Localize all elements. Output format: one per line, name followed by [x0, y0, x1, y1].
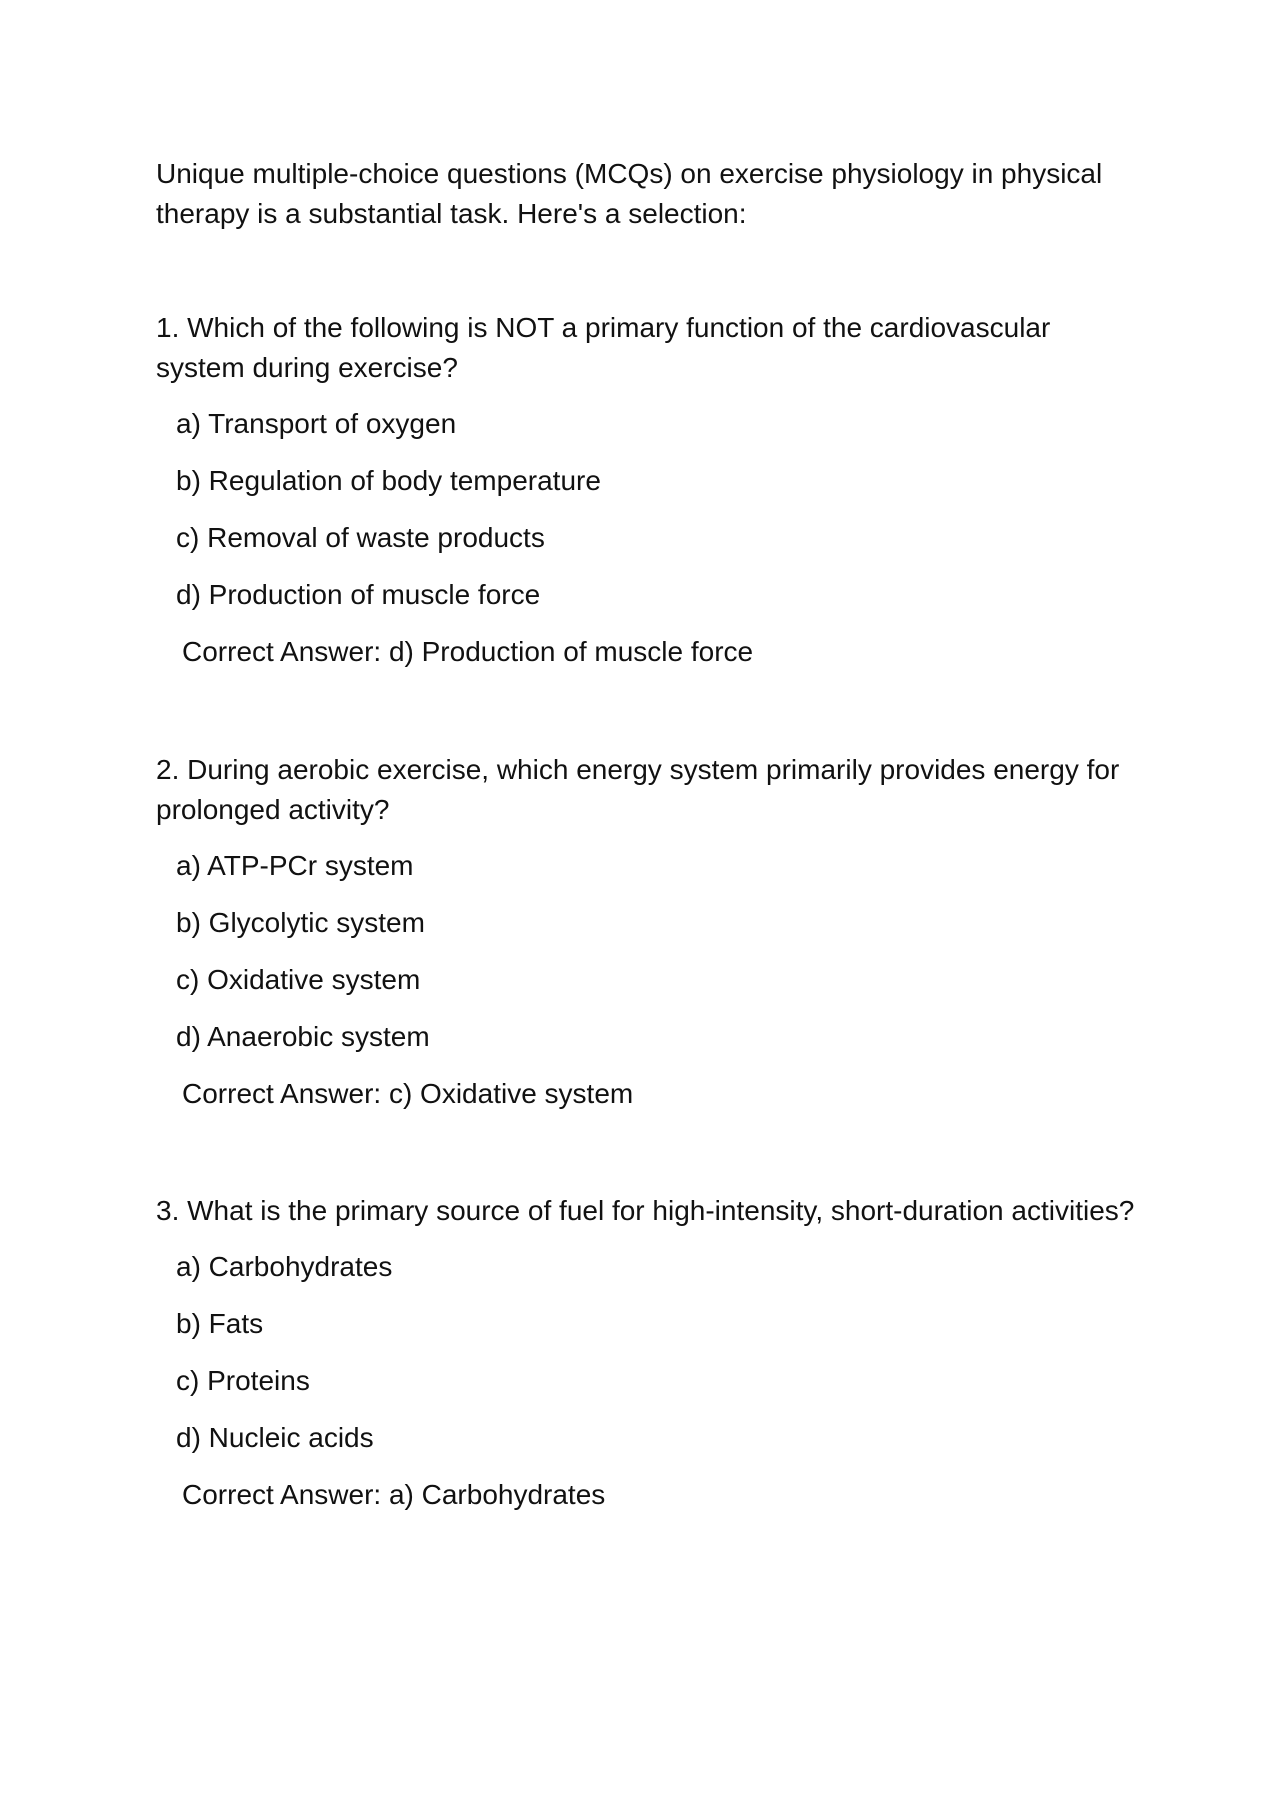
option-item: b) Regulation of body temperature — [176, 465, 601, 496]
options-list — [156, 846, 1136, 1074]
option-item: a) ATP-PCr system — [176, 850, 414, 881]
option-item: c) Proteins — [176, 1365, 310, 1396]
option-item: a) Transport of oxygen — [176, 408, 457, 439]
question-text: 1. Which of the following is NOT a primary function of the cardiovascular system during exercise? — [156, 312, 1051, 383]
question-block — [156, 750, 1136, 1114]
correct-answer: Correct Answer: a) Carbohydrates — [182, 1479, 606, 1510]
option-item: d) Nucleic acids — [176, 1422, 374, 1453]
correct-answer: Correct Answer: c) Oxidative system — [182, 1078, 634, 1109]
option-item: d) Anaerobic system — [176, 1021, 430, 1052]
question-block — [156, 308, 1136, 672]
option-item: a) Carbohydrates — [176, 1251, 393, 1282]
question-text: 2. During aerobic exercise, which energy system primarily provides energy for prolonged activity? — [156, 754, 1120, 825]
option-item: d) Production of muscle force — [176, 579, 541, 610]
options-list — [156, 404, 1136, 632]
option-item: b) Glycolytic system — [176, 907, 425, 938]
intro-paragraph: Unique multiple-choice questions (MCQs) on exercise physiology in physical therapy is a substantial task. Here's a selection: — [156, 158, 1103, 229]
option-item: c) Removal of waste products — [176, 522, 545, 553]
option-item: c) Oxidative system — [176, 964, 421, 995]
option-item: b) Fats — [176, 1308, 264, 1339]
options-list — [156, 1247, 1136, 1475]
question-block — [156, 1191, 1136, 1515]
question-text: 3. What is the primary source of fuel for high-intensity, short-duration activities? — [156, 1195, 1135, 1226]
correct-answer: Correct Answer: d) Production of muscle force — [182, 636, 754, 667]
